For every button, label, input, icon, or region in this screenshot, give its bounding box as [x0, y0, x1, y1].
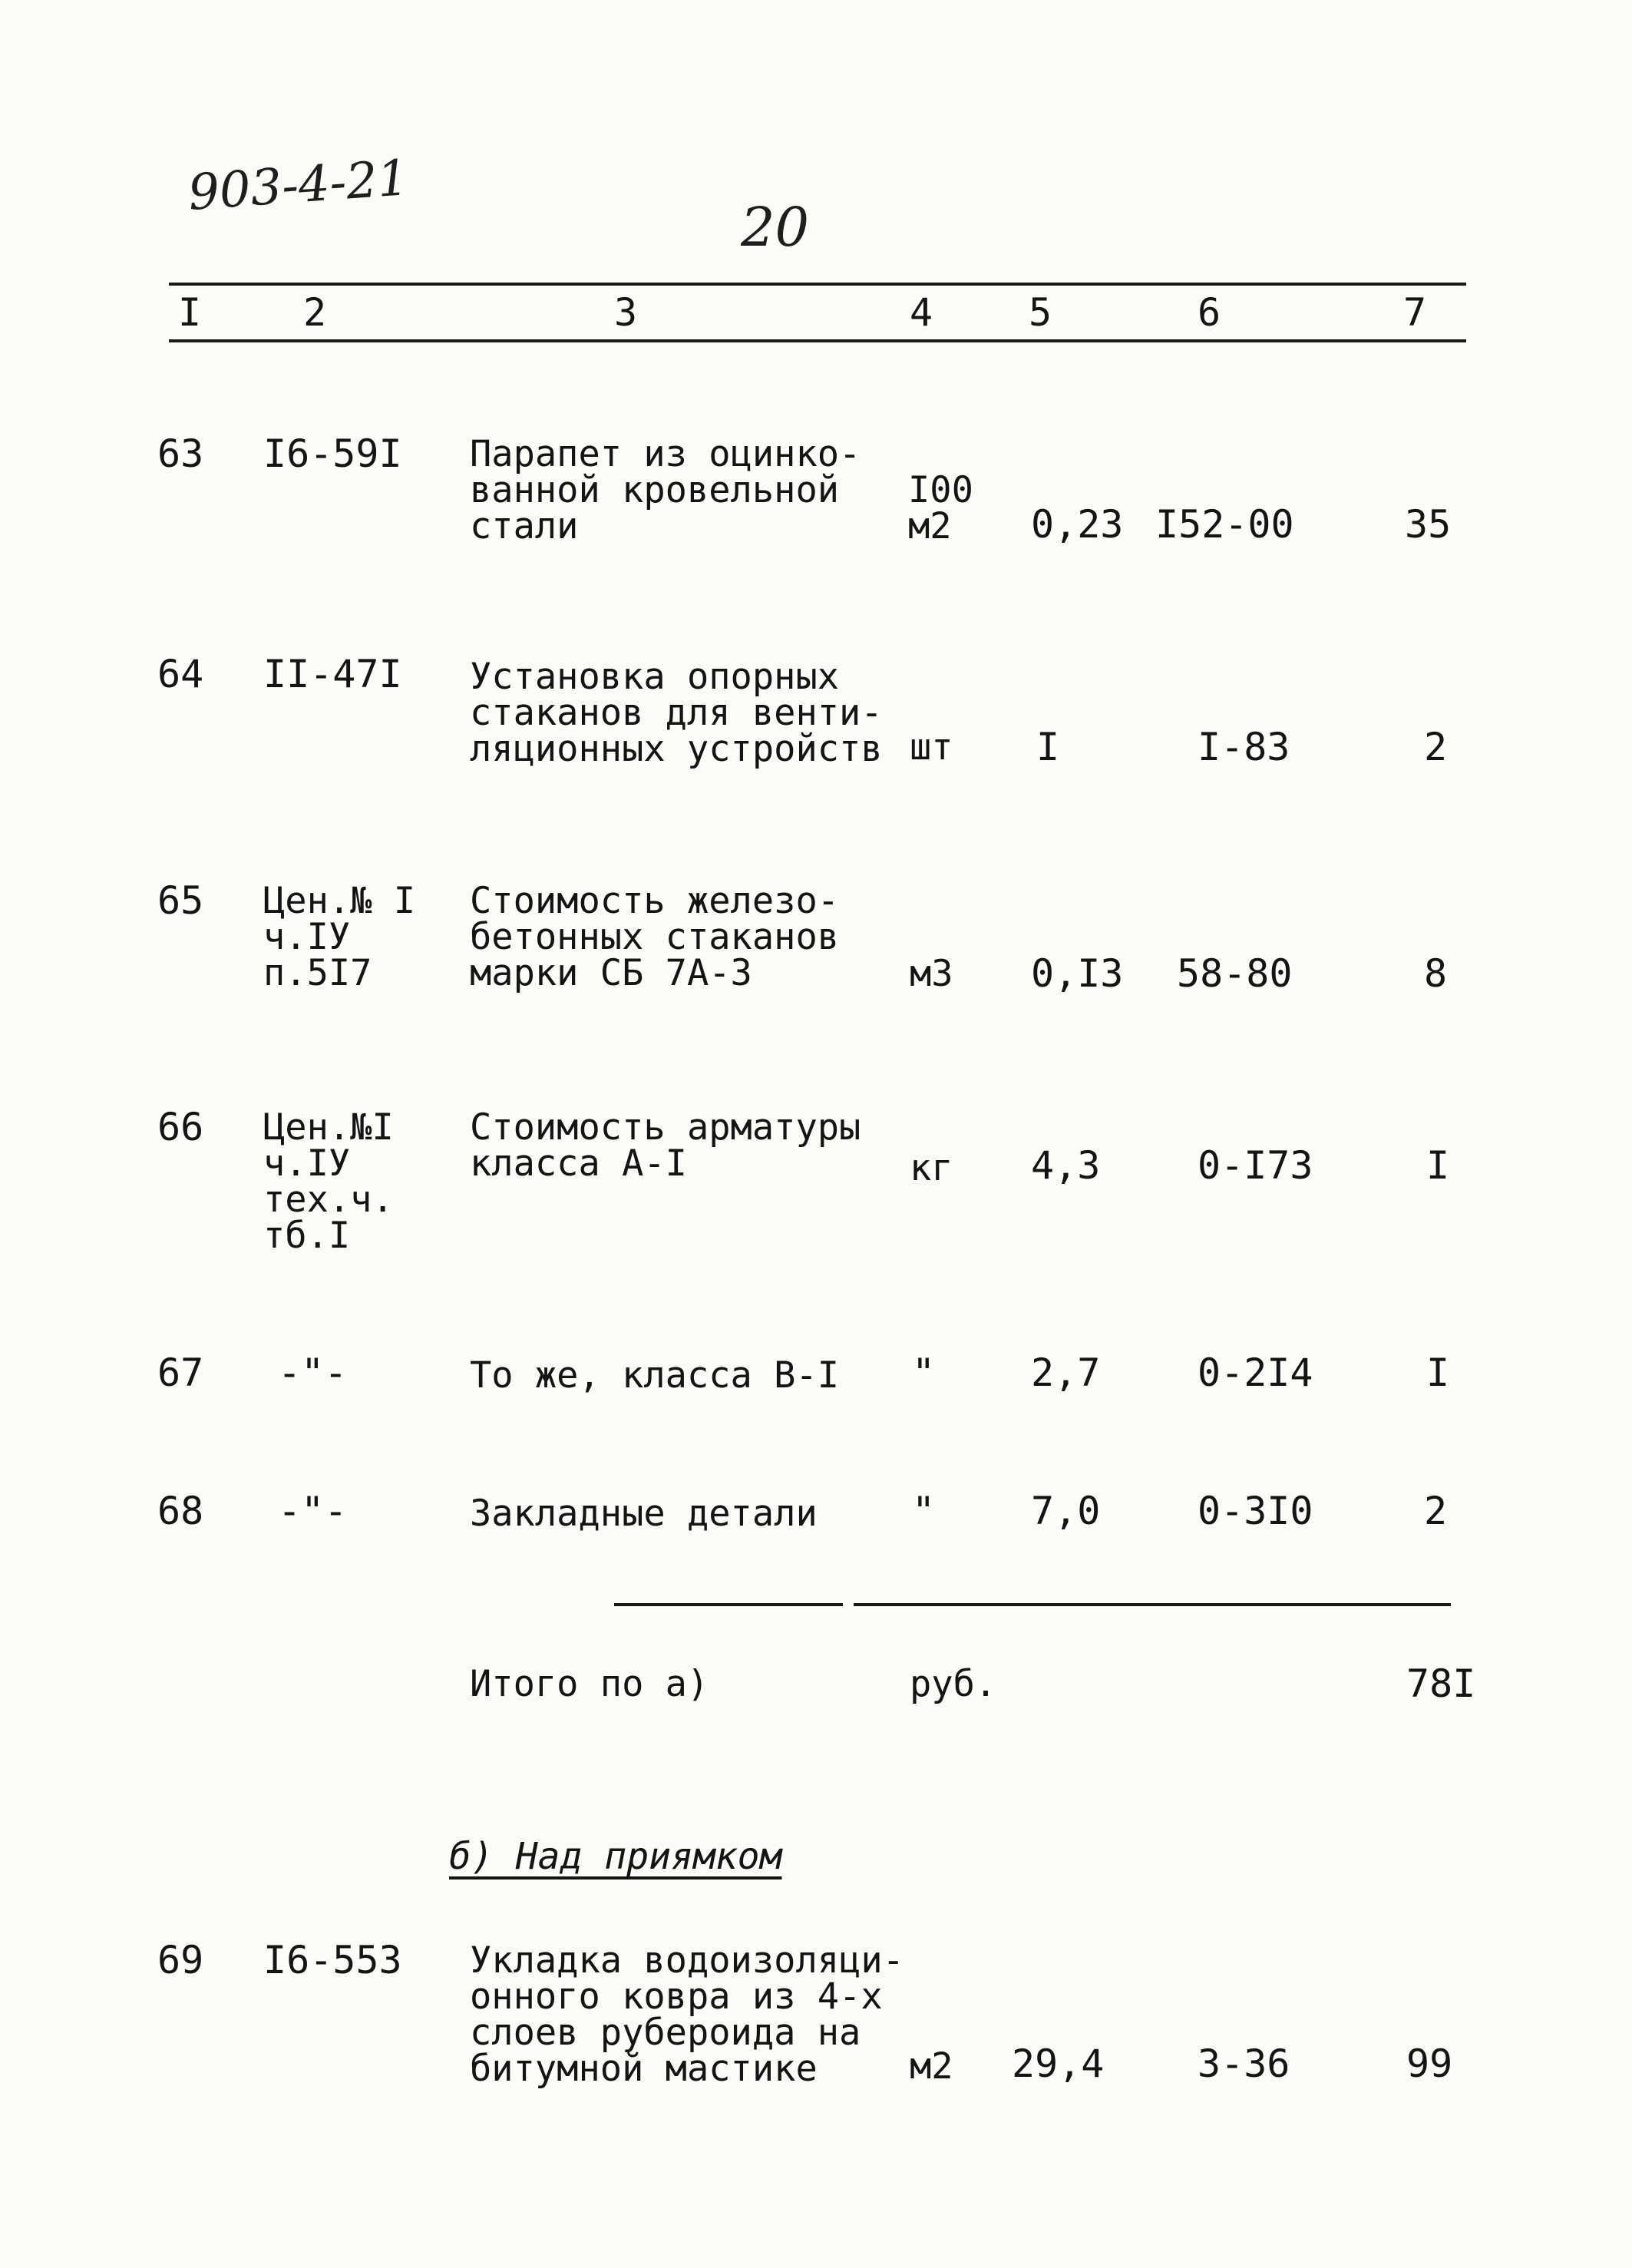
unit-cell: шт	[910, 726, 953, 769]
code-cell: Цен.№ I ч.IУ п.5I7	[263, 880, 416, 994]
quantity-cell: 2,7	[1031, 1351, 1101, 1395]
code-cell: -"-	[278, 1489, 348, 1533]
row-number: 63	[157, 431, 204, 476]
description-cell: Стоимость арматуры класса А-I	[470, 1106, 861, 1185]
price-cell: 0-I73	[1198, 1143, 1313, 1188]
column-header-5: 5	[1029, 290, 1052, 335]
price-cell: 0-2I4	[1198, 1351, 1313, 1395]
code-cell: I6-59I	[263, 431, 402, 476]
page-number: 20	[741, 196, 810, 259]
unit-cell: кг	[910, 1147, 953, 1189]
section-b-heading: б) Над приямком	[449, 1835, 782, 1878]
code-cell: -"-	[278, 1351, 348, 1395]
description-cell: Закладные детали	[470, 1493, 818, 1535]
description-cell: Стоимость железо- бетонных стаканов марки СБ 7А-3	[470, 880, 840, 994]
unit-cell: "	[912, 1489, 936, 1533]
description-cell: Укладка водоизоляци- онного ковра из 4-х слоев рубероида на битумной мастике	[470, 1939, 904, 2090]
column-header-7: 7	[1403, 290, 1427, 335]
code-cell: II-47I	[263, 652, 402, 696]
column-header-4: 4	[910, 290, 933, 335]
row-number: 68	[157, 1489, 204, 1533]
price-cell: 0-3I0	[1198, 1489, 1313, 1533]
header-top-rule	[169, 283, 1466, 286]
description-cell: Установка опорных стаканов для венти- ляционных устройств	[470, 656, 883, 770]
subtotal-label: Итого по а)	[470, 1663, 709, 1705]
unit-cell: "	[912, 1351, 936, 1395]
total-cell: 8	[1424, 951, 1448, 996]
column-header-3: 3	[614, 290, 638, 335]
subtotal-unit: руб.	[910, 1663, 997, 1705]
subtotal-rule-right	[854, 1603, 1451, 1606]
total-cell: 35	[1405, 502, 1452, 547]
description-cell: То же, класса В-I	[470, 1354, 840, 1397]
total-cell: 2	[1424, 725, 1448, 769]
subtotal-total: 78I	[1406, 1661, 1476, 1706]
quantity-cell: 0,23	[1031, 502, 1124, 547]
quantity-cell: I	[1036, 725, 1060, 769]
column-header-6: 6	[1198, 290, 1221, 335]
column-header-1: I	[178, 290, 202, 335]
quantity-cell: 29,4	[1012, 2042, 1105, 2086]
row-number: 69	[157, 1938, 204, 1982]
total-cell: I	[1426, 1143, 1450, 1188]
row-number: 67	[157, 1351, 204, 1395]
header-bottom-rule	[169, 339, 1466, 342]
total-cell: 2	[1424, 1489, 1448, 1533]
price-cell: 58-80	[1177, 951, 1293, 996]
row-number: 65	[157, 878, 204, 923]
total-cell: 99	[1406, 2042, 1453, 2086]
description-cell: Парапет из оцинко- ванной кровельной стали	[470, 433, 861, 547]
price-cell: I52-00	[1155, 502, 1294, 547]
total-cell: I	[1426, 1351, 1450, 1395]
quantity-cell: 4,3	[1031, 1143, 1101, 1188]
code-cell: I6-553	[263, 1938, 402, 1982]
quantity-cell: 7,0	[1031, 1489, 1101, 1533]
unit-cell: м3	[910, 953, 953, 995]
document-code: 903-4-21	[186, 150, 411, 222]
row-number: 64	[157, 652, 204, 696]
quantity-cell: 0,I3	[1031, 951, 1124, 996]
unit-cell: м2	[910, 2045, 953, 2088]
column-header-2: 2	[303, 290, 327, 335]
price-cell: 3-36	[1198, 2042, 1290, 2086]
unit-cell: I00 м2	[908, 469, 973, 547]
subtotal-rule-left	[614, 1603, 843, 1606]
code-cell: Цен.№I ч.IУ тех.ч. тб.I	[263, 1106, 394, 1257]
row-number: 66	[157, 1105, 204, 1149]
price-cell: I-83	[1198, 725, 1290, 769]
